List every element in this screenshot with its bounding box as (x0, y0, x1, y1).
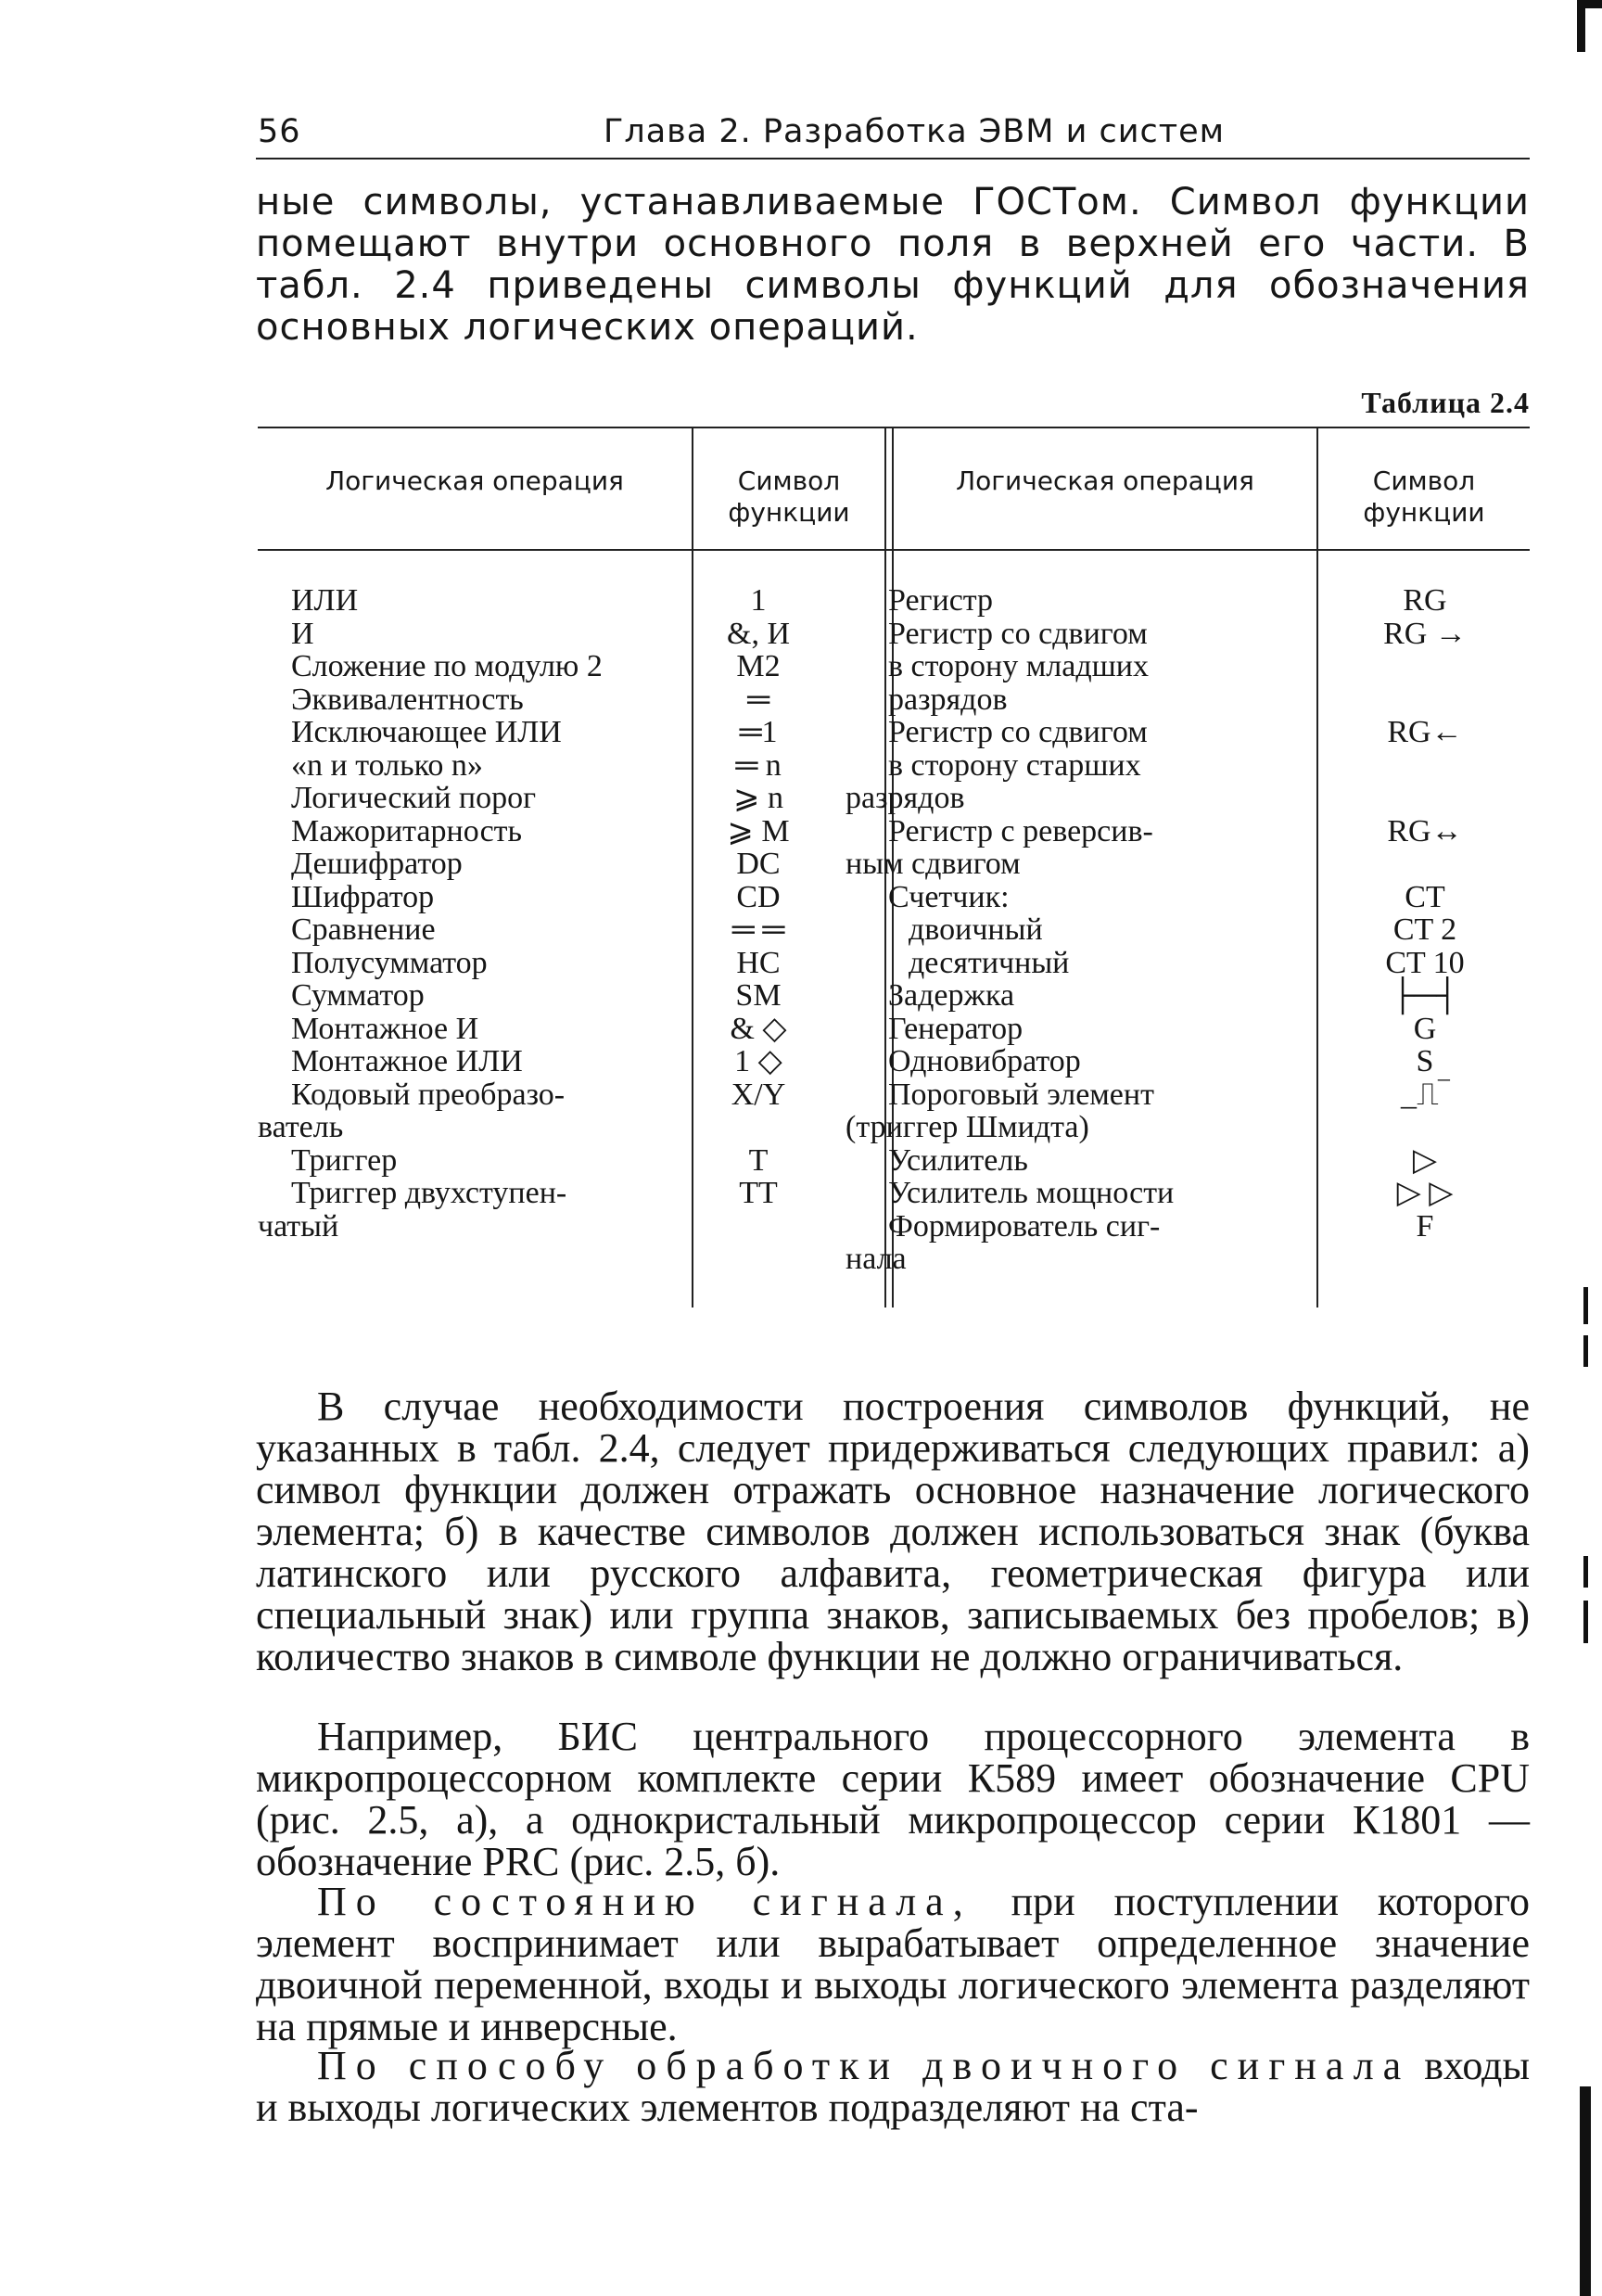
column-header-operation: Логическая операция (956, 466, 1254, 496)
spaced-lead-term: По способу обработки двоичного сигнала (317, 2043, 1411, 2088)
table-cell (1320, 782, 1530, 815)
table-cell: (триггер Шмидта) (846, 1110, 1089, 1144)
paragraph-text: при поступлении которого элемент воспринимает или вырабатывает определенное значение двоичной переменной, входы и выходы логического элемента разделяют на прямые и инверсные. (256, 1879, 1531, 2049)
scan-margin-mark (1580, 2086, 1591, 2296)
table-cell: ═ n (735, 747, 782, 783)
table-cell: RG← (1387, 715, 1463, 749)
table-cell (1320, 1243, 1530, 1276)
table-header-rule (258, 549, 1530, 551)
table-cell: Логический порог (291, 781, 537, 815)
table-cell: «n и только n» (291, 747, 483, 783)
table-cell: Сравнение (291, 912, 436, 947)
table-cell: ⩾ n (733, 781, 783, 815)
table-cell: Триггер (291, 1142, 398, 1178)
table-cell: ИЛИ (291, 583, 359, 618)
table-cell: Сложение по модулю 2 (291, 649, 603, 683)
column-header-operation: Логическая операция (325, 466, 624, 496)
column-header-symbol: Символ функции (1363, 466, 1485, 528)
table-cell: 1 ◇ (734, 1044, 782, 1078)
table-cell: Эквивалентность (291, 682, 524, 717)
table-cell: разрядов (846, 781, 965, 815)
logic-symbols-table (258, 427, 1530, 1307)
scan-margin-mark (1583, 1556, 1588, 1588)
table-cell: Задержка (888, 978, 1015, 1013)
signal-processing-paragraph (256, 2045, 1530, 2128)
table-cell: CT 2 (1392, 912, 1457, 947)
running-header (256, 109, 1530, 159)
table-cell: Одновибратор (888, 1044, 1081, 1078)
table-cell (1320, 1111, 1530, 1144)
table-cell: HC (736, 945, 781, 980)
table-cell: &, И (727, 616, 790, 651)
table-cell: Регистр (888, 583, 994, 618)
table-cell: CT (1405, 879, 1445, 914)
table-cell: Генератор (888, 1011, 1024, 1046)
table-cell: Кодовый преобразо- (291, 1077, 566, 1112)
table-cell: Регистр со сдвигом (888, 616, 1148, 651)
left-symbols-column (693, 584, 823, 1243)
table-cell: RG (1403, 583, 1447, 618)
table-cell: ═1 (739, 715, 778, 749)
table-cell: Монтажное И (291, 1011, 479, 1046)
table-cell: ватель (258, 1110, 344, 1144)
table-cell: Исключающее ИЛИ (291, 715, 562, 749)
table-cell: X/Y (731, 1077, 786, 1112)
table-cell: в сторону младших (888, 649, 1149, 683)
table-cell: 1 (750, 583, 767, 618)
table-cell: G (1413, 1011, 1437, 1046)
table-cell: SM (735, 978, 782, 1013)
table-column-rule (1316, 427, 1318, 1307)
table-cell: ным сдвигом (846, 847, 1021, 881)
table-cell: TT (739, 1176, 778, 1210)
table-cell: Шифратор (291, 879, 435, 914)
table-cell: ═ ═ (731, 912, 785, 947)
table-cell: & ◇ (730, 1011, 787, 1046)
scan-corner-mark (1577, 0, 1602, 8)
example-paragraph: Например, БИС центрального процессорного элемента в микропроцессорном комплекте серии К589 имеет обозначение CPU (рис. 2.5, а), а однокристальный микропроцессор серии К1801 — обозначение PRC (рис. 2.5, б). (256, 1714, 1530, 1884)
table-cell: Мажоритарность (291, 813, 523, 848)
column-header-symbol: Символ функции (728, 466, 850, 528)
table-cell (1320, 848, 1530, 881)
table-cell: Дешифратор (291, 847, 463, 881)
left-operations-column (258, 583, 680, 1244)
table-caption: Таблица 2.4 (1361, 386, 1530, 419)
table-cell: Регистр со сдвигом (888, 715, 1148, 749)
table-cell (693, 1111, 823, 1144)
table-cell: разрядов (888, 682, 1008, 717)
table-cell: Монтажное ИЛИ (291, 1044, 523, 1078)
table-cell: Усилитель мощности (888, 1176, 1175, 1210)
scan-margin-mark (1583, 1601, 1588, 1643)
table-cell: DC (736, 847, 781, 881)
table-cell: десятичный (909, 945, 1070, 980)
table-cell: Пороговый элемент (888, 1077, 1154, 1112)
table-cell: ═ (746, 682, 770, 717)
table-cell: Регистр с реверсив- (888, 813, 1153, 848)
table-cell: CT 10 (1385, 945, 1465, 980)
table-cell: ⩾ M (727, 813, 790, 848)
table-cell (1320, 650, 1530, 683)
table-cell: Формирователь сиг- (888, 1208, 1161, 1244)
table-cell: Сумматор (291, 978, 425, 1013)
table-cell: _⎍‾ (1400, 1077, 1450, 1112)
signal-state-paragraph (256, 1881, 1530, 2047)
table-cell (1320, 749, 1530, 783)
table-cell: чатый (258, 1208, 339, 1244)
right-operations-column (846, 583, 1315, 1276)
table-cell: F (1416, 1208, 1434, 1244)
table-cell: CD (736, 879, 781, 914)
table-cell: ▷ (1412, 1142, 1438, 1178)
chapter-title: Глава 2. Разработка ЭВМ и систем (604, 113, 1226, 150)
table-cell: Усилитель (888, 1142, 1028, 1178)
table-top-rule (258, 427, 1530, 428)
table-cell (1320, 683, 1530, 717)
table-cell: ├─┤ (1391, 978, 1459, 1013)
paragraph-text: входы и выходы логических элементов подразделяют на ста- (256, 2043, 1531, 2130)
table-cell: И (291, 616, 314, 651)
table-cell (693, 1210, 823, 1244)
table-cell: T (748, 1142, 769, 1178)
table-cell: в сторону старших (888, 747, 1141, 783)
right-symbols-column (1320, 584, 1530, 1276)
table-cell: M2 (736, 649, 781, 683)
rules-paragraph: В случае необходимости построения символов функций, не указанных в табл. 2.4, следует придерживаться следующих правил: а) символ функции должен отражать основное назначение логического элемента; б) в качестве символов должен использоваться знак (буква латинского или русского алфавита, геометрическая фигура или специальный знак) или группа знаков, записываемых без пробелов; в) количество знаков в символе функции не должно ограничиваться. (256, 1384, 1530, 1679)
intro-paragraph: ные символы, устанавливаемые ГОСТом. Символ функции помещают внутри основного поля в верхней его части. В табл. 2.4 приведены символы функций для обозначения основных логических операций. (256, 181, 1530, 349)
scan-margin-mark (1583, 1335, 1588, 1367)
scan-margin-mark (1583, 1287, 1588, 1324)
spaced-lead-term: По состоянию сигнала, (317, 1879, 973, 1924)
page-number: 56 (258, 113, 301, 150)
table-cell: S (1416, 1044, 1434, 1078)
table-cell: Триггер двухступен- (291, 1176, 567, 1210)
table-cell: Счетчик: (888, 879, 1010, 914)
table-cell: Полусумматор (291, 945, 488, 980)
table-cell: ▷ ▷ (1396, 1176, 1454, 1210)
table-cell: двоичный (909, 912, 1043, 947)
table-cell: RG → (1383, 616, 1467, 651)
table-cell: RG↔ (1387, 813, 1463, 848)
table-cell: нала (846, 1242, 907, 1276)
